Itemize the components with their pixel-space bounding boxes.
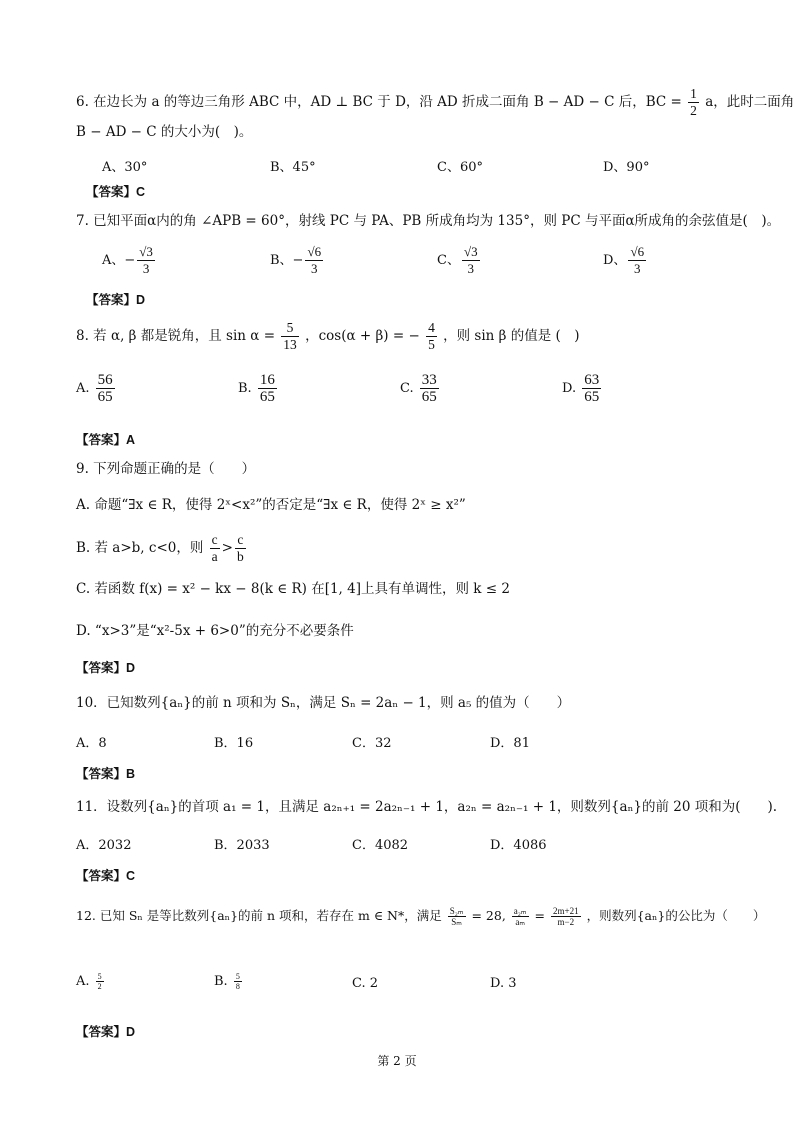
fraction-numerator: 4	[428, 320, 435, 335]
fraction-numerator: 63	[584, 372, 600, 388]
question-8-part: 8. 若 α, β 都是锐角，且 sin α =	[76, 328, 275, 344]
fraction-denominator: 65	[584, 389, 600, 405]
fraction-denominator: 3	[634, 261, 641, 276]
fraction	[235, 532, 246, 565]
option-b	[214, 972, 244, 991]
fraction-numerator: c	[235, 532, 246, 549]
answer-11: 【答案】C	[76, 869, 136, 883]
fraction	[448, 906, 466, 927]
option-d	[490, 976, 517, 991]
option-d: D．81	[490, 736, 530, 751]
fraction	[688, 86, 699, 119]
fraction-numerator: 56	[97, 372, 113, 388]
option-label: B.	[238, 381, 252, 396]
fraction	[628, 244, 646, 277]
fraction-denominator: 65	[97, 389, 113, 405]
option-label: C.	[352, 976, 366, 991]
option-a: A. 命题“∃x ∈ R，使得 2ˣ<x²”的否定是“∃x ∈ R，使得 2ˣ ≥ x²”	[76, 497, 466, 513]
fraction	[305, 244, 323, 277]
option-d: D、90°	[603, 160, 650, 175]
option-label: B.	[214, 974, 228, 989]
fraction-numerator: √3	[139, 244, 153, 259]
option-d: D．4086	[490, 838, 547, 853]
question-6-text: 6. 在边长为 a 的等边三角形 ABC 中，AD ⊥ BC 于 D，沿 AD 折成二面角 B − AD − C 后，BC =	[76, 94, 682, 110]
fraction	[234, 972, 242, 991]
option-value: 2	[369, 976, 379, 991]
question-12-part: 12. 已知 Sₙ 是等比数列{aₙ}的前 n 项和，若存在 m ∈ N*，满足	[76, 908, 442, 923]
question-6-text-tail: a，此时二面角	[705, 94, 794, 110]
option-value: 3	[508, 976, 517, 991]
option-c: C、60°	[437, 160, 483, 175]
option-label: A、−	[102, 253, 136, 268]
option-b	[238, 372, 279, 405]
option-c	[400, 372, 441, 405]
fraction-denominator: 65	[421, 389, 437, 405]
question-12-part: ，则数列{aₙ}的公比为（ ）	[586, 908, 766, 923]
option-b: B．2033	[214, 838, 270, 853]
fraction	[137, 244, 155, 277]
option-d	[603, 244, 648, 277]
option-a: A．8	[76, 736, 107, 751]
fraction-denominator: 8	[235, 982, 240, 991]
fraction-numerator: √3	[463, 244, 478, 259]
option-d: D. “x>3”是“x²-5x + 6>0”的充分不必要条件	[76, 623, 354, 639]
option-c: C. 若函数 f(x) = x² − kx − 8(k ∈ R) 在[1, 4]上具有单调性，则 k ≤ 2	[76, 581, 510, 597]
option-d	[562, 372, 603, 405]
fraction-numerator: 2m+21	[553, 906, 579, 916]
question-12-text	[76, 906, 765, 927]
option-a	[102, 244, 157, 277]
fraction-numerator: 5	[235, 972, 240, 981]
fraction-denominator: 3	[142, 261, 150, 276]
answer-10: 【答案】B	[76, 767, 136, 781]
question-6-line-2: B − AD − C 的大小为( )。	[76, 124, 253, 140]
question-7-text: 7. 已知平面α内的角 ∠APB = 60°，射线 PC 与 PA、PB 所成角均为 135°，则 PC 与平面α所成角的余弦值是( )。	[76, 213, 781, 229]
page-number: 第 2 页	[377, 1054, 417, 1068]
fraction	[582, 372, 601, 405]
option-label: C.	[400, 381, 414, 396]
question-8-part: ，则 sin β 的值是 ( )	[443, 328, 580, 344]
fraction-numerator: a₂ₘ	[513, 906, 527, 916]
fraction-numerator: 5	[97, 972, 102, 981]
question-6-line-1	[76, 86, 794, 119]
option-c: C．4082	[352, 838, 409, 853]
question-8-text	[76, 320, 580, 353]
fraction	[281, 320, 299, 353]
fraction	[96, 372, 115, 405]
fraction-denominator: 13	[283, 337, 297, 352]
option-label: A.	[76, 974, 90, 989]
fraction-denominator: b	[236, 549, 244, 564]
option-label: B、−	[270, 253, 304, 268]
option-b	[76, 532, 248, 565]
answer-8: 【答案】A	[76, 433, 136, 447]
option-label: D.	[562, 381, 577, 396]
answer-9: 【答案】D	[76, 661, 136, 675]
answer-12: 【答案】D	[76, 1025, 136, 1039]
fraction-denominator: aₘ	[515, 917, 525, 927]
option-a: A、30°	[102, 160, 148, 175]
option-b	[270, 244, 325, 277]
option-a	[76, 372, 117, 405]
fraction	[420, 372, 439, 405]
fraction	[426, 320, 437, 353]
option-c	[437, 244, 482, 277]
fraction-numerator: S₂ₘ	[449, 906, 464, 916]
option-label: A.	[76, 381, 90, 396]
question-11-text: 11．设数列{aₙ}的首项 a₁ = 1，且满足 a₂ₙ₊₁ = 2a₂ₙ₋₁ + 1，a₂ₙ = a₂ₙ₋₁ + 1，则数列{aₙ}的前 20 项和为( ).	[76, 799, 778, 815]
fraction-numerator: 1	[690, 86, 697, 101]
option-label: C、	[437, 253, 460, 268]
fraction	[512, 906, 529, 927]
option-c	[352, 976, 378, 991]
question-12-part: =	[534, 908, 546, 923]
option-label: D.	[490, 976, 505, 991]
fraction-denominator: 5	[428, 337, 435, 352]
option-b: B．16	[214, 736, 254, 751]
answer-7: 【答案】D	[86, 293, 146, 307]
fraction-denominator: 3	[467, 261, 475, 276]
greater-than-sign: >	[221, 540, 233, 556]
fraction	[462, 244, 480, 277]
fraction-denominator: a	[211, 549, 218, 564]
fraction-numerator: 16	[259, 372, 275, 388]
fraction-numerator: √6	[630, 244, 645, 259]
answer-6: 【答案】C	[86, 185, 146, 199]
fraction-denominator: 3	[311, 261, 318, 276]
question-9-text: 9. 下列命题正确的是（ ）	[76, 461, 256, 477]
question-12-part: = 28,	[471, 908, 506, 923]
fraction	[210, 532, 220, 565]
fraction-denominator: 2	[97, 982, 102, 991]
fraction-denominator: m−2	[557, 917, 575, 927]
fraction	[258, 372, 277, 405]
fraction-denominator: Sₘ	[451, 917, 462, 927]
fraction-numerator: 33	[421, 372, 437, 388]
option-text: B. 若 a>b, c<0，则	[76, 540, 204, 556]
option-label: D、	[603, 253, 627, 268]
question-10-text: 10．已知数列{aₙ}的前 n 项和为 Sₙ，满足 Sₙ = 2aₙ − 1，则 a₅ 的值为（ ）	[76, 695, 571, 711]
option-c: C．32	[352, 736, 392, 751]
fraction	[551, 906, 581, 927]
fraction-numerator: c	[211, 532, 218, 547]
option-b: B、45°	[270, 160, 316, 175]
fraction	[96, 972, 104, 991]
option-a: A．2032	[76, 838, 132, 853]
fraction-denominator: 2	[690, 103, 697, 118]
fraction-denominator: 65	[259, 389, 275, 405]
question-8-part: ，cos(α + β) = −	[305, 328, 420, 344]
option-a	[76, 972, 106, 991]
fraction-numerator: √6	[307, 244, 322, 259]
fraction-numerator: 5	[281, 320, 299, 337]
